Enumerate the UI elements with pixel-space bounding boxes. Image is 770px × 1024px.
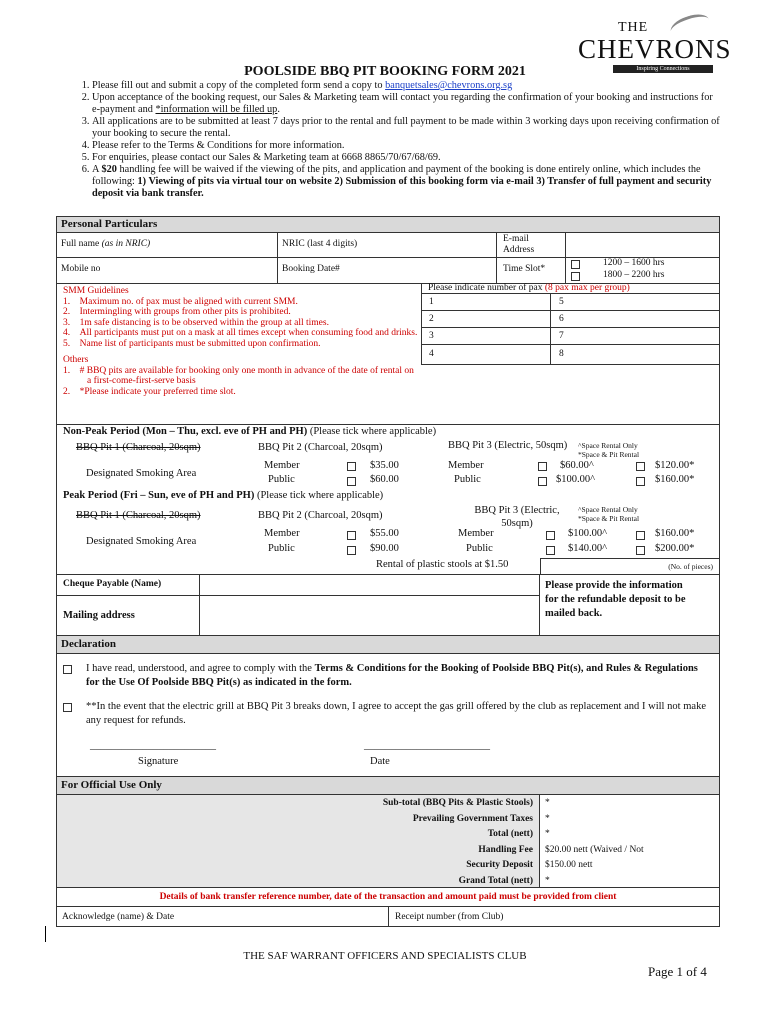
full-name-field[interactable]: Full name (as in NRIC) [56, 232, 278, 258]
nonpeak-smoking: Designated Smoking Area [86, 468, 197, 479]
slot2-checkbox[interactable] [571, 272, 580, 281]
pax-cell[interactable]: 1 [421, 293, 551, 311]
email-link[interactable]: banquetsales@chevrons.org.sg [385, 80, 513, 91]
logo-name: CHEVRONS [578, 34, 732, 64]
declaration-2: **In the event that the electric grill at BBQ Pit 3 breaks down, I agree to accept the gas grill offered by the club as replacement and I will not make any request for refunds. [86, 701, 706, 726]
pax-cell[interactable]: 6 [550, 310, 720, 328]
pk-pit2-member-checkbox[interactable] [347, 531, 356, 540]
declaration-header: Declaration [56, 635, 720, 654]
peak-smoking: Designated Smoking Area [86, 536, 197, 547]
peak-title: Peak Period (Fri – Sun, eve of PH and PH) (Please tick where applicable) [63, 490, 384, 501]
nonpeak-pit2: BBQ Pit 2 (Charcoal, 20sqm) [258, 442, 383, 453]
cursor-bar [45, 926, 46, 942]
pax-cell[interactable]: 7 [550, 327, 720, 345]
official-values: * * * $20.00 nett (Waived / Not $150.00 nett * [545, 798, 644, 886]
signature-label: Signature [138, 756, 179, 767]
declaration-1: I have read, understood, and agree to comply with the Terms & Conditions for the Booking of Poolside BBQ Pit(s), and Rules & Regulations for the Use Of Poolside BBQ Pit(s) as indicated in the form. [86, 663, 698, 688]
peak-pit1: BBQ Pit 1 (Charcoal, 20sqm) [76, 510, 201, 521]
pk-pit3b-public-checkbox[interactable] [636, 546, 645, 555]
official-labels: Sub-total (BBQ Pits & Plastic Stools) Prevailing Government Taxes Total (nett) Handling Fee Security Deposit Grand Total (nett) [382, 798, 533, 886]
pax-cell[interactable]: 2 [421, 310, 551, 328]
chevrons-logo [578, 20, 732, 72]
declaration-checkbox-2[interactable] [63, 703, 72, 712]
pk-pit3b-member-checkbox[interactable] [636, 531, 645, 540]
nonpeak-pit1: BBQ Pit 1 (Charcoal, 20sqm) [76, 442, 201, 453]
np-pit2-member-checkbox[interactable] [347, 462, 356, 471]
receipt-field[interactable]: Receipt number (from Club) [388, 906, 720, 927]
date-label: Date [370, 756, 390, 767]
nonpeak-pit3: BBQ Pit 3 (Electric, 50sqm) [448, 440, 568, 451]
personal-header: Personal Particulars [56, 216, 720, 233]
email-field[interactable] [565, 232, 720, 258]
slot1-checkbox[interactable] [571, 260, 580, 269]
logo-the: THE [618, 20, 649, 35]
peak-pit2: BBQ Pit 2 (Charcoal, 20sqm) [258, 510, 383, 521]
peak-pit3: BBQ Pit 3 (Electric, 50sqm) [474, 505, 560, 529]
np-pit3b-member-checkbox[interactable] [636, 462, 645, 471]
cheque-name-field[interactable] [199, 574, 540, 596]
pax-cell[interactable]: 5 [550, 293, 720, 311]
page-number: Page 1 of 4 [648, 964, 707, 979]
np-pit3-member-checkbox[interactable] [538, 462, 547, 471]
mailing-address-field[interactable] [199, 595, 540, 636]
np-pit3b-public-checkbox[interactable] [636, 477, 645, 486]
logo-tagline: Inspiring Connections [613, 65, 713, 73]
time-slot-options: 1200 – 1600 hrs 1800 – 2200 hrs [565, 257, 720, 284]
pax-label: Please indicate number of pax (8 pax max per group) [428, 283, 630, 293]
page-title: POOLSIDE BBQ PIT BOOKING FORM 2021 [244, 64, 526, 79]
nric-field[interactable]: NRIC (last 4 digits) [277, 232, 497, 258]
bank-transfer-note: Details of bank transfer reference number, date of the transaction and amount paid must be provided from client [159, 892, 617, 902]
mobile-field[interactable]: Mobile no [56, 257, 278, 284]
np-pit3-public-checkbox[interactable] [538, 477, 547, 486]
pax-cell[interactable]: 4 [421, 344, 551, 365]
stools-label: Rental of plastic stools at $1.50 [376, 559, 509, 570]
official-header: For Official Use Only [56, 776, 720, 795]
declaration-checkbox-1[interactable] [63, 665, 72, 674]
footer-club: THE SAF WARRANT OFFICERS AND SPECIALISTS CLUB [243, 950, 527, 962]
pk-pit3-member-checkbox[interactable] [546, 531, 555, 540]
instructions: 1. Please fill out and submit a copy of the completed form send a copy to banquetsales@chevrons.org.sg 2. Upon acceptance of the booking request, our Sales & Marketing team will contact you regarding the confirmation of your booking and instructions for e-payment and *information will be filled up. 3. All applications are to be submitted at least 7 days prior to the rental and full payment to be made within 3 working days upon receiving confirmation of your booking to secure the rental. 4. Please refer to the Terms & Conditions for more information. 5. For enquiries, please contact our Sales & Marketing team at 6668 8865/70/67/68/69. 6. A $20 handling fee will be waived if the viewing of the pits, and application and payment of the booking is done entirely online, which includes the following: 1) Viewing of pits via virtual tour on website 2) Submission of this booking form via e-mail 3) Transfer of full payment and security deposit via bank transfer. [50, 80, 720, 200]
pax-cell[interactable]: 8 [550, 344, 720, 365]
stools-field[interactable]: (No. of pieces) [540, 558, 720, 575]
acknowledge-field[interactable]: Acknowledge (name) & Date [56, 906, 389, 927]
smm-guidelines: SMM Guidelines 1. Maximum no. of pax must be aligned with current SMM. 2. Intermingling with groups from other pits is prohibited. 3. 1m safe distancing is to be observed within the group at all times. 4. All participants must put on a mask at all times except when consuming food and drinks. 5. Name list of participants must be submitted upon confirmation. Others 1. # BBQ pits are available for booking only one month in advance of the date of rental on a first-come-first-serve basis 2. *Please indicate your preferred time slot. [63, 286, 418, 397]
np-pit2-public-checkbox[interactable] [347, 477, 356, 486]
pax-cell[interactable]: 3 [421, 327, 551, 345]
nonpeak-title: Non-Peak Period (Mon – Thu, excl. eve of PH and PH) (Please tick where applicable) [63, 426, 437, 437]
pk-pit3-public-checkbox[interactable] [546, 546, 555, 555]
pk-pit2-public-checkbox[interactable] [347, 546, 356, 555]
booking-date-field[interactable]: Booking Date# [277, 257, 497, 284]
